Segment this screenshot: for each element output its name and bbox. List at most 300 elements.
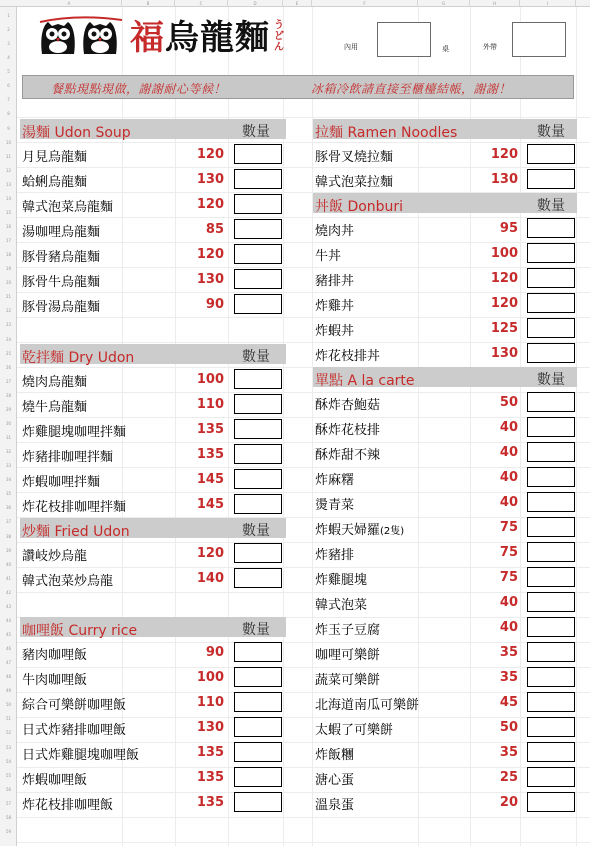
column-header[interactable]: E bbox=[283, 0, 312, 7]
menu-item-name-text: 炸玉子豆腐 bbox=[315, 623, 381, 638]
section-title: 湯麵 Udon Soup bbox=[22, 125, 131, 141]
menu-item-name-text: 燒肉烏龍麵 bbox=[22, 375, 88, 390]
menu-item-price: 110 bbox=[196, 695, 224, 710]
quantity-input-box[interactable] bbox=[234, 394, 282, 414]
menu-item-name bbox=[22, 396, 87, 415]
menu-item-name-text: 韓式泡菜 bbox=[315, 598, 368, 613]
quantity-input-box[interactable] bbox=[234, 219, 282, 239]
menu-item-name bbox=[22, 545, 87, 564]
menu-item-name bbox=[315, 320, 354, 339]
menu-item-name-text: 豚骨牛烏龍麵 bbox=[22, 275, 101, 290]
row-number[interactable]: 41 bbox=[5, 575, 12, 581]
row-number[interactable]: 14 bbox=[5, 195, 12, 201]
menu-item-name bbox=[22, 669, 87, 688]
menu-item-name bbox=[315, 744, 354, 763]
owl-logo bbox=[38, 16, 126, 56]
menu-item-price: 130 bbox=[490, 172, 518, 187]
menu-item-name-text: 燙青菜 bbox=[315, 498, 355, 513]
menu-item-name bbox=[22, 296, 100, 315]
quantity-input-box[interactable] bbox=[234, 444, 282, 464]
menu-item-price: 35 bbox=[499, 745, 518, 760]
row-number[interactable]: 2 bbox=[7, 27, 10, 33]
row-number[interactable]: 5 bbox=[7, 69, 10, 75]
menu-item-name-text: 豚骨叉燒拉麵 bbox=[315, 150, 394, 165]
quantity-input-box[interactable] bbox=[234, 419, 282, 439]
quantity-input-box[interactable] bbox=[527, 517, 575, 537]
menu-item-name-text: 炸蝦丼 bbox=[315, 324, 355, 339]
menu-item-name bbox=[315, 469, 354, 488]
row-number[interactable]: 52 bbox=[5, 730, 12, 736]
menu-item-name-text: 炸花枝排丼 bbox=[315, 349, 381, 364]
grid-row-line bbox=[17, 117, 590, 118]
column-header[interactable]: A bbox=[17, 0, 122, 7]
menu-item bbox=[20, 218, 286, 240]
menu-item-name bbox=[315, 794, 354, 813]
row-number[interactable]: 35 bbox=[5, 491, 12, 497]
quantity-input-box[interactable] bbox=[234, 169, 282, 189]
menu-item-name-text: 韓式泡菜拉麵 bbox=[315, 175, 394, 190]
menu-item-name bbox=[22, 371, 87, 390]
menu-item-name bbox=[22, 246, 100, 265]
row-number[interactable]: 57 bbox=[5, 800, 12, 806]
row-number[interactable]: 50 bbox=[5, 702, 12, 708]
menu-item bbox=[313, 616, 577, 638]
order-takeout-box[interactable] bbox=[512, 22, 566, 57]
menu-item bbox=[313, 491, 577, 513]
quantity-header: 數量 bbox=[242, 622, 270, 638]
menu-item-name-text: 溏心蛋 bbox=[315, 773, 355, 788]
quantity-input-box[interactable] bbox=[527, 492, 575, 512]
quantity-input-box[interactable] bbox=[234, 792, 282, 812]
menu-item-name bbox=[22, 421, 126, 440]
menu-item-price: 130 bbox=[196, 720, 224, 735]
menu-item bbox=[20, 542, 286, 564]
menu-item-name-text: 酥炸甜不辣 bbox=[315, 448, 381, 463]
section-title: 炒麵 Fried Udon bbox=[22, 524, 130, 540]
column-header[interactable]: F bbox=[312, 0, 418, 7]
quantity-input-box[interactable] bbox=[527, 792, 575, 812]
column-header[interactable]: G bbox=[418, 0, 470, 7]
quantity-input-box[interactable] bbox=[234, 244, 282, 264]
menu-item bbox=[313, 416, 577, 438]
quantity-input-box[interactable] bbox=[527, 767, 575, 787]
row-number[interactable]: 10 bbox=[5, 139, 12, 145]
row-number[interactable]: 58 bbox=[5, 814, 12, 820]
menu-item-name bbox=[22, 196, 113, 215]
quantity-input-box[interactable] bbox=[234, 269, 282, 289]
menu-item-name-text: 日式炸雞腿塊咖哩飯 bbox=[22, 748, 140, 763]
brand-subtitle: うどん bbox=[274, 20, 284, 53]
row-number[interactable]: 38 bbox=[5, 533, 12, 539]
menu-item bbox=[313, 666, 577, 688]
menu-item bbox=[313, 466, 577, 488]
quantity-input-box[interactable] bbox=[234, 494, 282, 514]
row-number[interactable]: 8 bbox=[7, 111, 10, 117]
menu-item bbox=[20, 766, 286, 788]
menu-item-name-text: 燒肉丼 bbox=[315, 224, 355, 239]
menu-item bbox=[313, 566, 577, 588]
menu-item-name-text: 炸豬排 bbox=[315, 548, 355, 563]
row-number[interactable]: 20 bbox=[5, 280, 12, 286]
menu-item-price: 40 bbox=[499, 470, 518, 485]
row-number[interactable]: 6 bbox=[7, 83, 10, 89]
quantity-input-box[interactable] bbox=[234, 294, 282, 314]
quantity-input-box[interactable] bbox=[527, 717, 575, 737]
menu-item-name-text: 炸蝦天婦羅 bbox=[315, 523, 381, 538]
column-header[interactable]: B bbox=[122, 0, 175, 7]
quantity-input-box[interactable] bbox=[234, 469, 282, 489]
quantity-input-box[interactable] bbox=[234, 194, 282, 214]
menu-item-name-text: 酥炸杏鮑菇 bbox=[315, 398, 381, 413]
quantity-header: 數量 bbox=[537, 372, 565, 388]
menu-item bbox=[313, 441, 577, 463]
menu-item bbox=[20, 741, 286, 763]
menu-item bbox=[20, 243, 286, 265]
menu-item bbox=[20, 418, 286, 440]
menu-item-price: 90 bbox=[205, 297, 224, 312]
menu-item bbox=[313, 342, 577, 364]
quantity-input-box[interactable] bbox=[234, 742, 282, 762]
row-number[interactable]: 25 bbox=[5, 350, 12, 356]
row-number[interactable]: 32 bbox=[5, 449, 12, 455]
column-header[interactable]: H bbox=[470, 0, 520, 7]
menu-item-name-suffix: (2隻) bbox=[380, 526, 405, 537]
quantity-header: 數量 bbox=[242, 349, 270, 365]
row-number[interactable]: 24 bbox=[5, 336, 12, 342]
quantity-input-box[interactable] bbox=[527, 318, 575, 338]
menu-item-price: 135 bbox=[196, 422, 224, 437]
menu-item-name bbox=[22, 644, 87, 663]
notice-left: 餐點現點現做，謝謝耐心等候！ bbox=[51, 82, 227, 96]
menu-item-name bbox=[22, 744, 139, 763]
menu-item-price: 135 bbox=[196, 770, 224, 785]
menu-item bbox=[313, 791, 577, 813]
menu-item-name bbox=[315, 669, 380, 688]
menu-item-name-text: 炸雞腿塊咖哩拌麵 bbox=[22, 425, 127, 440]
menu-item-price: 120 bbox=[196, 546, 224, 561]
section-header bbox=[20, 518, 286, 538]
quantity-input-box[interactable] bbox=[527, 667, 575, 687]
menu-item-price: 75 bbox=[499, 520, 518, 535]
row-number[interactable]: 31 bbox=[5, 435, 12, 441]
row-number[interactable]: 3 bbox=[7, 41, 10, 47]
row-number[interactable]: 17 bbox=[5, 238, 12, 244]
menu-item-name-text: 韓式泡菜炒烏龍 bbox=[22, 574, 114, 589]
row-number[interactable]: 45 bbox=[5, 631, 12, 637]
row-number[interactable]: 37 bbox=[5, 519, 12, 525]
menu-item-price: 40 bbox=[499, 495, 518, 510]
menu-item-name-text: 炸蝦咖哩飯 bbox=[22, 773, 88, 788]
menu-item bbox=[20, 691, 286, 713]
menu-item bbox=[20, 468, 286, 490]
row-number[interactable]: 9 bbox=[7, 125, 10, 131]
column-header[interactable]: D bbox=[228, 0, 283, 7]
row-number-gutter bbox=[0, 7, 17, 846]
menu-item-price: 35 bbox=[499, 645, 518, 660]
quantity-input-box[interactable] bbox=[527, 692, 575, 712]
menu-item-name-text: 炸花枝排咖哩拌麵 bbox=[22, 500, 127, 515]
menu-item-name-text: 豬排丼 bbox=[315, 274, 355, 289]
menu-item bbox=[20, 393, 286, 415]
quantity-header: 數量 bbox=[537, 198, 565, 214]
row-number[interactable]: 19 bbox=[5, 266, 12, 272]
quantity-input-box[interactable] bbox=[234, 543, 282, 563]
menu-item-price: 40 bbox=[499, 595, 518, 610]
menu-item-name-text: 湯咖哩烏龍麵 bbox=[22, 225, 101, 240]
order-dine-in-box[interactable] bbox=[377, 22, 431, 57]
notice-right: 冰箱冷飲請直接至櫃檯結帳，謝謝！ bbox=[311, 82, 512, 96]
quantity-input-box[interactable] bbox=[527, 343, 575, 363]
menu-item bbox=[313, 741, 577, 763]
menu-item bbox=[20, 193, 286, 215]
menu-item-name-text: 炸豬排咖哩拌麵 bbox=[22, 450, 114, 465]
menu-item-name bbox=[22, 570, 113, 589]
row-number[interactable]: 43 bbox=[5, 603, 12, 609]
quantity-input-box[interactable] bbox=[527, 742, 575, 762]
row-number[interactable]: 4 bbox=[7, 55, 10, 61]
menu-item bbox=[20, 168, 286, 190]
menu-item bbox=[20, 641, 286, 663]
menu-item-price: 120 bbox=[490, 271, 518, 286]
menu-item-name-text: 蛤蜊烏龍麵 bbox=[22, 175, 88, 190]
quantity-input-box[interactable] bbox=[527, 542, 575, 562]
row-number[interactable]: 54 bbox=[5, 758, 12, 764]
row-number[interactable]: 7 bbox=[7, 97, 10, 103]
menu-item-price: 75 bbox=[499, 570, 518, 585]
menu-item-price: 100 bbox=[196, 670, 224, 685]
row-number[interactable]: 27 bbox=[5, 378, 12, 384]
quantity-input-box[interactable] bbox=[527, 144, 575, 164]
quantity-input-box[interactable] bbox=[527, 218, 575, 238]
menu-item-price: 20 bbox=[499, 795, 518, 810]
row-number[interactable]: 46 bbox=[5, 646, 12, 652]
menu-item-name bbox=[315, 594, 367, 613]
quantity-input-box[interactable] bbox=[527, 642, 575, 662]
quantity-input-box[interactable] bbox=[527, 442, 575, 462]
row-number[interactable]: 1 bbox=[7, 13, 10, 18]
quantity-input-box[interactable] bbox=[527, 243, 575, 263]
quantity-input-box[interactable] bbox=[527, 268, 575, 288]
menu-item-name bbox=[22, 446, 113, 465]
quantity-header: 數量 bbox=[537, 124, 565, 140]
quantity-input-box[interactable] bbox=[527, 567, 575, 587]
menu-item bbox=[313, 242, 577, 264]
menu-item-price: 120 bbox=[196, 147, 224, 162]
menu-item bbox=[20, 143, 286, 165]
row-number[interactable]: 33 bbox=[5, 463, 12, 469]
menu-item-name bbox=[315, 419, 380, 438]
menu-item-name bbox=[315, 245, 341, 264]
menu-item bbox=[313, 541, 577, 563]
quantity-input-box[interactable] bbox=[234, 568, 282, 588]
menu-item-price: 50 bbox=[499, 720, 518, 735]
quantity-input-box[interactable] bbox=[527, 592, 575, 612]
menu-item bbox=[313, 267, 577, 289]
menu-item-price: 85 bbox=[205, 222, 224, 237]
row-number[interactable]: 34 bbox=[5, 477, 12, 483]
order-takeout-label: 外帶 bbox=[483, 43, 497, 51]
menu-item-name-text: 蔬菜可樂餅 bbox=[315, 673, 381, 688]
section-header bbox=[20, 119, 286, 139]
quantity-header: 數量 bbox=[242, 523, 270, 539]
quantity-input-box[interactable] bbox=[234, 144, 282, 164]
quantity-input-box[interactable] bbox=[527, 293, 575, 313]
row-number[interactable]: 39 bbox=[5, 547, 12, 553]
menu-item-price: 40 bbox=[499, 620, 518, 635]
quantity-input-box[interactable] bbox=[527, 467, 575, 487]
menu-item-price: 135 bbox=[196, 745, 224, 760]
menu-item bbox=[313, 391, 577, 413]
menu-item-name-text: 炸麻糬 bbox=[315, 473, 355, 488]
quantity-input-box[interactable] bbox=[234, 717, 282, 737]
menu-item-name-text: 日式炸豬排咖哩飯 bbox=[22, 723, 127, 738]
menu-item-price: 135 bbox=[196, 795, 224, 810]
menu-item-name bbox=[315, 345, 380, 364]
quantity-input-box[interactable] bbox=[527, 417, 575, 437]
menu-item-name bbox=[315, 769, 354, 788]
menu-item-name bbox=[315, 171, 393, 190]
menu-item bbox=[20, 716, 286, 738]
row-number[interactable]: 48 bbox=[5, 674, 12, 680]
column-header-bar bbox=[0, 0, 590, 7]
menu-item-price: 50 bbox=[499, 395, 518, 410]
quantity-input-box[interactable] bbox=[234, 767, 282, 787]
section-header bbox=[20, 344, 286, 364]
menu-item bbox=[20, 293, 286, 315]
notice-bar bbox=[22, 75, 574, 99]
menu-item-price: 135 bbox=[196, 447, 224, 462]
menu-item-name bbox=[315, 694, 419, 713]
row-number[interactable]: 18 bbox=[5, 252, 12, 258]
quantity-input-box[interactable] bbox=[234, 692, 282, 712]
order-table-label: 桌 bbox=[442, 45, 449, 53]
row-number[interactable]: 55 bbox=[5, 772, 12, 778]
row-number[interactable]: 51 bbox=[5, 716, 12, 722]
row-number[interactable]: 56 bbox=[5, 786, 12, 792]
menu-item-name bbox=[22, 271, 100, 290]
menu-item-name-text: 溫泉蛋 bbox=[315, 798, 355, 813]
menu-item-price: 100 bbox=[196, 372, 224, 387]
menu-item-name bbox=[315, 644, 380, 663]
row-number[interactable]: 47 bbox=[5, 660, 12, 666]
menu-item-name-text: 綜合可樂餅咖哩飯 bbox=[22, 698, 127, 713]
menu-item bbox=[313, 641, 577, 663]
menu-item-name bbox=[22, 794, 113, 813]
section-header bbox=[313, 119, 577, 139]
row-number[interactable]: 53 bbox=[5, 744, 12, 750]
quantity-input-box[interactable] bbox=[527, 392, 575, 412]
row-number[interactable]: 26 bbox=[5, 364, 12, 370]
menu-item bbox=[20, 791, 286, 813]
menu-item bbox=[313, 716, 577, 738]
row-number[interactable]: 28 bbox=[5, 392, 12, 398]
row-number[interactable]: 42 bbox=[5, 589, 12, 595]
menu-item-price: 130 bbox=[196, 272, 224, 287]
menu-item-price: 145 bbox=[196, 472, 224, 487]
quantity-input-box[interactable] bbox=[234, 369, 282, 389]
menu-item-name bbox=[315, 619, 380, 638]
row-number[interactable]: 11 bbox=[5, 153, 12, 159]
menu-item bbox=[313, 591, 577, 613]
menu-item-name-text: 燒牛烏龍麵 bbox=[22, 400, 88, 415]
menu-item-price: 100 bbox=[490, 246, 518, 261]
row-number[interactable]: 44 bbox=[5, 617, 12, 623]
row-number[interactable]: 30 bbox=[5, 420, 12, 426]
menu-item-price: 120 bbox=[490, 147, 518, 162]
section-title: 拉麵 Ramen Noodles bbox=[315, 125, 458, 141]
quantity-input-box[interactable] bbox=[527, 169, 575, 189]
menu-item-name bbox=[22, 146, 87, 165]
section-header bbox=[313, 367, 577, 387]
menu-item bbox=[313, 217, 577, 239]
section-title: 咖哩飯 Curry rice bbox=[22, 623, 138, 639]
menu-item bbox=[313, 516, 577, 538]
menu-item-name-text: 讚岐炒烏龍 bbox=[22, 549, 88, 564]
menu-item-price: 120 bbox=[196, 247, 224, 262]
quantity-input-box[interactable] bbox=[234, 642, 282, 662]
menu-item-name bbox=[315, 569, 367, 588]
menu-item-price: 120 bbox=[196, 197, 224, 212]
menu-item bbox=[313, 143, 577, 165]
menu-item-name bbox=[315, 719, 393, 738]
menu-item bbox=[20, 368, 286, 390]
column-header[interactable]: I bbox=[520, 0, 576, 7]
menu-item bbox=[313, 766, 577, 788]
menu-item-name-text: 牛丼 bbox=[315, 249, 342, 264]
row-number[interactable]: 59 bbox=[5, 828, 12, 834]
row-number[interactable]: 40 bbox=[5, 561, 12, 567]
menu-item-name-text: 炸雞腿塊 bbox=[315, 573, 368, 588]
menu-item-price: 140 bbox=[196, 571, 224, 586]
row-number[interactable]: 29 bbox=[5, 406, 12, 412]
row-number[interactable]: 13 bbox=[5, 181, 12, 187]
brand-name bbox=[130, 19, 270, 57]
row-number[interactable]: 12 bbox=[5, 167, 12, 173]
menu-item-name bbox=[22, 471, 100, 490]
row-number[interactable]: 15 bbox=[5, 209, 12, 215]
row-number[interactable]: 21 bbox=[5, 294, 12, 300]
menu-item bbox=[313, 168, 577, 190]
row-number[interactable]: 16 bbox=[5, 224, 12, 230]
menu-item bbox=[20, 443, 286, 465]
row-number[interactable]: 23 bbox=[5, 322, 12, 328]
quantity-input-box[interactable] bbox=[527, 617, 575, 637]
menu-item-name-text: 太蝦了可樂餅 bbox=[315, 723, 394, 738]
menu-item bbox=[20, 567, 286, 589]
menu-item-name bbox=[22, 719, 126, 738]
menu-item-price: 45 bbox=[499, 695, 518, 710]
quantity-input-box[interactable] bbox=[234, 667, 282, 687]
section-header bbox=[20, 617, 286, 637]
menu-item-price: 40 bbox=[499, 445, 518, 460]
menu-item-name bbox=[22, 769, 87, 788]
menu-item-name-text: 北海道南瓜可樂餅 bbox=[315, 698, 420, 713]
menu-item-name bbox=[315, 146, 393, 165]
row-number[interactable]: 49 bbox=[5, 688, 12, 694]
menu-item-name bbox=[315, 220, 354, 239]
row-number[interactable]: 22 bbox=[5, 308, 12, 314]
menu-item-name bbox=[315, 270, 354, 289]
menu-item-name-text: 牛肉咖哩飯 bbox=[22, 673, 88, 688]
menu-item-price: 75 bbox=[499, 545, 518, 560]
menu-item-name bbox=[22, 221, 100, 240]
row-number[interactable]: 36 bbox=[5, 505, 12, 511]
column-header[interactable]: C bbox=[175, 0, 228, 7]
menu-item-name bbox=[315, 519, 404, 538]
menu-item-name-text: 韓式泡菜烏龍麵 bbox=[22, 200, 114, 215]
menu-item-price: 130 bbox=[196, 172, 224, 187]
menu-item-name-text: 炸飯糰 bbox=[315, 748, 355, 763]
